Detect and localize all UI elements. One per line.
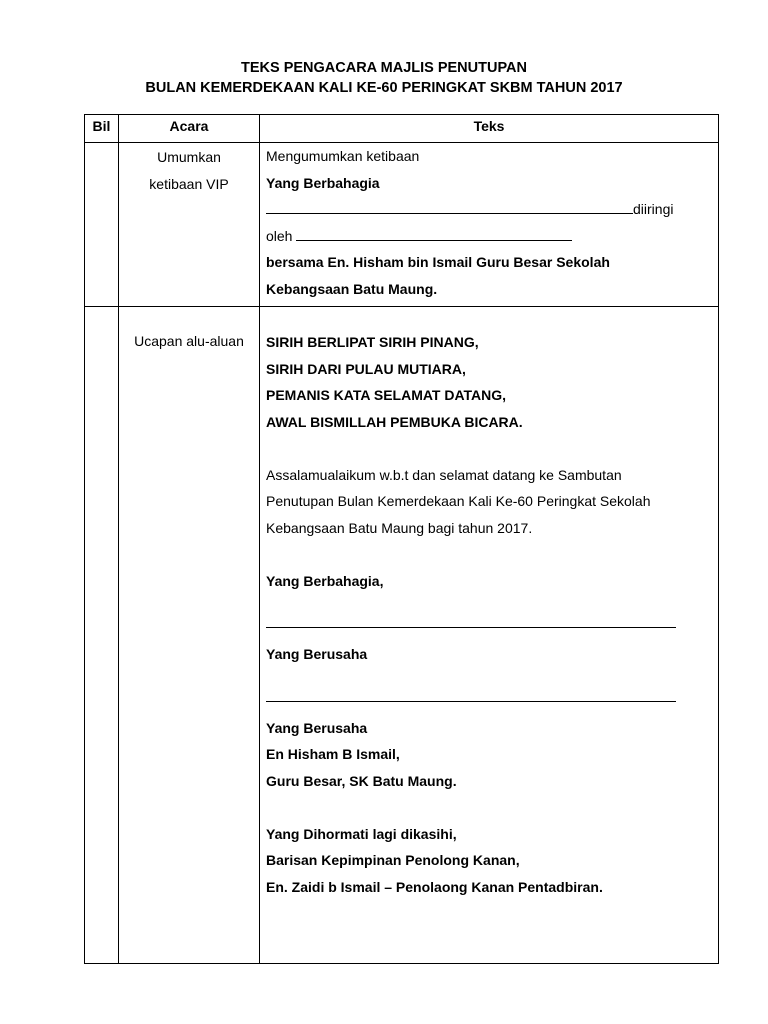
table-header-row [85, 115, 719, 143]
teks-line: bersama En. Hisham bin Ismail Guru Besar Sekolah [266, 254, 610, 270]
pantun-line: AWAL BISMILLAH PEMBUKA BICARA. [266, 413, 523, 430]
header-bil: Bil [85, 115, 119, 143]
teks-text: oleh [266, 227, 293, 244]
salutation-line: Yang Berusaha [266, 646, 368, 662]
document-title-line1: TEKS PENGACARA MAJLIS PENUTUPAN [241, 60, 527, 76]
blank-line [296, 226, 572, 241]
paragraph-line: Penutupan Bulan Kemerdekaan Kali Ke-60 Peringkat Sekolah [266, 493, 651, 509]
program-table [84, 114, 719, 964]
pantun-line: PEMANIS KATA SELAMAT DATANG, [266, 387, 507, 403]
name-line: En. Zaidi b Ismail – Penolaong Kanan Pentadbiran. [266, 878, 603, 895]
role-line: Guru Besar, SK Batu Maung. [266, 772, 457, 789]
table-row [85, 143, 719, 307]
header-teks: Teks [260, 115, 719, 143]
salutation-line: Yang Berusaha [266, 719, 368, 736]
teks-fill-in-line [266, 196, 712, 223]
acara-text: Ucapan alu-aluan [134, 333, 244, 349]
blank-line [266, 682, 676, 702]
paragraph-line: Kebangsaan Batu Maung bagi tahun 2017. [266, 519, 533, 536]
blank-line [266, 199, 633, 214]
table-row [85, 307, 719, 964]
teks-cell [260, 307, 719, 964]
salutation-line: Yang Berbahagia, [266, 572, 384, 589]
group-line: Barisan Kepimpinan Penolong Kanan, [266, 852, 520, 868]
teks-text: diiringi [633, 201, 674, 217]
acara-cell [119, 307, 260, 964]
salutation-line: Yang Dihormati lagi dikasihi, [266, 825, 457, 842]
pantun-line: SIRIH BERLIPAT SIRIH PINANG, [266, 334, 479, 350]
header-acara: Acara [119, 115, 260, 143]
bil-cell [85, 143, 119, 307]
acara-cell [119, 143, 260, 307]
paragraph-line: Assalamualaikum w.b.t dan selamat datang ke Sambutan [266, 466, 622, 483]
teks-cell [260, 143, 719, 307]
name-line: En Hisham B Ismail, [266, 746, 400, 762]
teks-line: Mengumumkan ketibaan [266, 148, 420, 164]
document-title-line2: BULAN KEMERDEKAAN KALI KE-60 PERINGKAT SKBM TAHUN 2017 [145, 80, 623, 96]
acara-text-line1: Umumkan [157, 149, 221, 165]
teks-line: Kebangsaan Batu Maung. [266, 280, 438, 297]
blank-line [266, 608, 676, 628]
pantun-line: SIRIH DARI PULAU MUTIARA, [266, 360, 466, 377]
acara-text-line2: ketibaan VIP [149, 176, 229, 192]
teks-line: Yang Berbahagia [266, 174, 380, 191]
teks-fill-in-line [266, 223, 712, 250]
bil-cell [85, 307, 119, 964]
